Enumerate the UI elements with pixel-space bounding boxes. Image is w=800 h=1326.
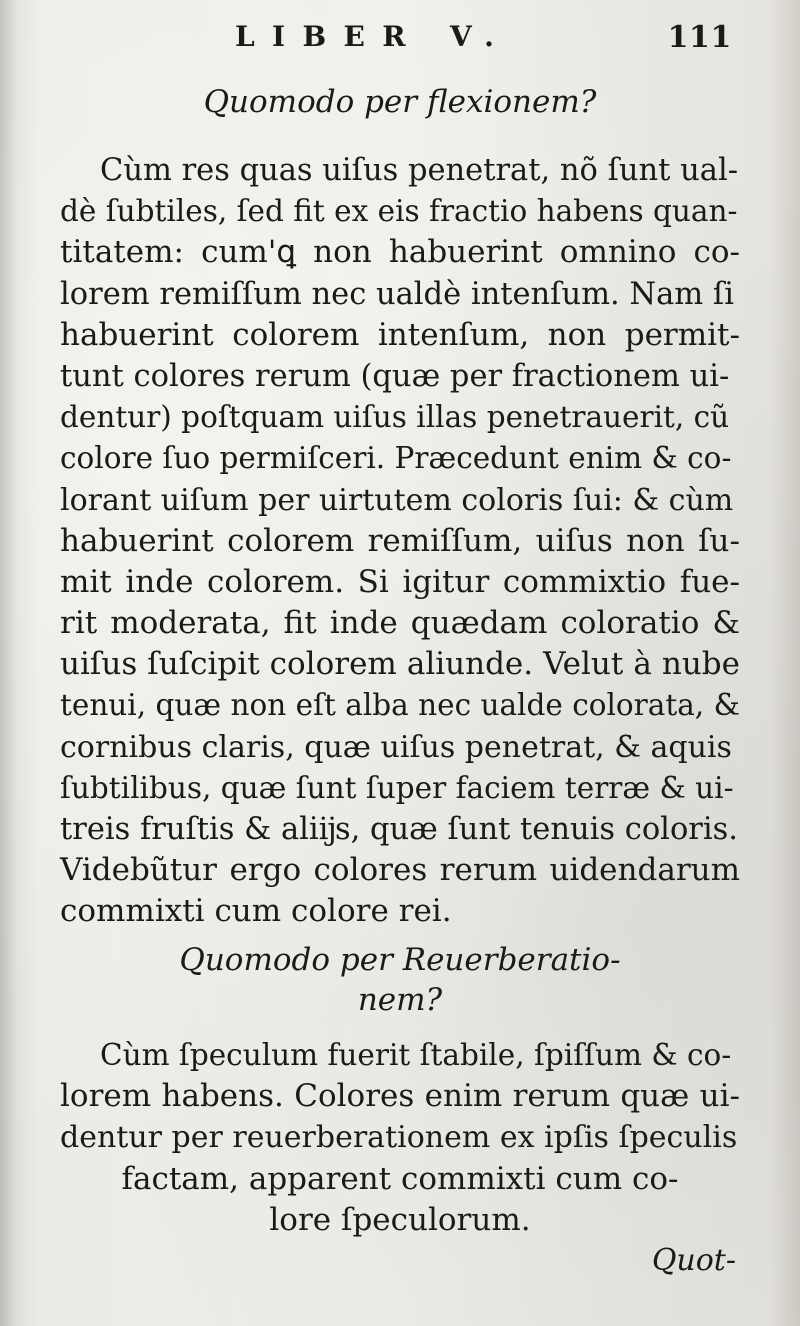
text-line: tenui, quæ non eſt alba nec ualde colorata, & [60, 688, 740, 723]
text-line: lorem habens. Colores enim rerum quæ ui- [60, 1078, 740, 1115]
text-line: Cùm ſpeculum fuerit ſtabile, ſpiſſum & co- [100, 1038, 732, 1072]
text-line: lore ſpeculorum. [269, 1201, 531, 1238]
text-line: tunt colores rerum (quæ per fractionem ui- [60, 358, 730, 394]
text-line: cornibus claris, quæ uiſus penetrat, & aquis [60, 729, 732, 765]
text-line: mit inde colorem. Si igitur commixtio fue- [60, 563, 740, 600]
running-head: LIBER V. [235, 20, 512, 53]
text-line: colore ſuo permiſceri. Præcedunt enim & co- [60, 441, 732, 476]
text-line: habuerint colorem intenſum, non permit- [60, 316, 740, 353]
text-line: lorem remiſſum nec ualdè intenſum. Nam ſi [60, 276, 734, 312]
section-heading: Quomodo per flexionem? [203, 84, 597, 120]
text-line: Cùm res quas uiſus penetrat, nõ ſunt ual- [100, 153, 738, 188]
text-line: ſubtilibus, quæ ſunt ſuper faciem terræ & ui- [60, 770, 734, 805]
text-line: treis fruſtis & aliĳs, quæ ſunt tenuis coloris. [60, 812, 738, 847]
text-line: dè ſubtiles, ſed fit ex eis fractio habens quan- [60, 194, 738, 229]
text-line: rit moderata, fit inde quædam coloratio & [60, 605, 740, 642]
text-line: Videbũtur ergo colores rerum uidendarum [60, 852, 740, 889]
text-line: lorant uiſum per uirtutem coloris ſui: & cùm [60, 482, 734, 518]
section-body [60, 150, 740, 933]
text-line: factam, apparent commixti cum co- [121, 1160, 679, 1197]
text-line: titatem: cum'ꝗ non habuerint omnino co- [60, 234, 740, 271]
text-line: uiſus ſuſcipit colorem aliunde. Velut à nube [60, 646, 740, 683]
catchword: Quot- [651, 1243, 736, 1278]
text-line: commixti cum colore rei. [60, 893, 452, 930]
page-number: 111 [667, 20, 732, 55]
section-body [60, 1035, 740, 1241]
text-line: dentur per reuerberationem ex ipſis ſpeculis [60, 1120, 738, 1156]
text-line: dentur) poſtquam uiſus illas penetrauerit, cũ [60, 400, 730, 435]
text-line: habuerint colorem remiſſum, uiſus non ſu- [60, 522, 740, 559]
section-heading-line: nem? [357, 982, 443, 1018]
section-heading-line: Quomodo per Reuerberatio- [179, 942, 621, 978]
section-heading [0, 940, 800, 1020]
